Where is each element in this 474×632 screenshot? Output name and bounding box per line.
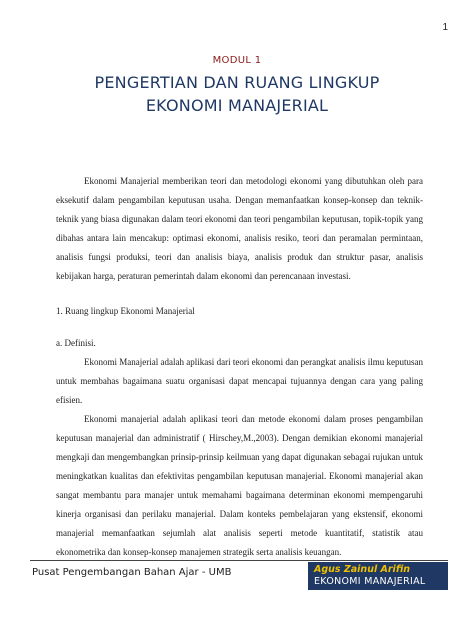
intro-paragraph: Ekonomi Manajerial memberikan teori dan metodologi ekonomi yang dibutuhkan oleh para eksekutif dalam pengambilan keputusan usaha. Dengan memanfaatkan konsep-konsep dan teknik-teknik yang biasa digunakan dalam teori ekonomi dan teori pengambilan keputusan, topik-topik yang dibahas antara lain mencakup: optimasi ekonomi, analisis resiko, teori dan peramalan permintaan, analisis fungsi produksi, teori dan analisis biaya, analisis produk dan struktur pasar, analisis kebijakan harga, peraturan pemerintah dalam ekonomi dan perencanaan investasi. [56,176,423,281]
footer-author: Agus Zainul Arifin [314,564,411,575]
definition-block [56,334,423,562]
footer-publisher: Pusat Pengembangan Bahan Ajar - UMB [32,567,232,578]
module-label: MODUL 1 [212,55,262,66]
intro-block [56,172,423,286]
page-title-line-2: EKONOMI MANAJERIAL [145,96,329,115]
footer-author-box [308,562,448,590]
footer-divider [30,560,448,561]
page-title-line-1: PENGERTIAN DAN RUANG LINGKUP [94,73,380,92]
subsection-heading: a. Definisi. [56,338,96,348]
definition-paragraph-2: Ekonomi manajerial adalah aplikasi teori dan metode ekonomi dalam proses pengambilan keputusan manajerial dan administratif ( Hirschey,M.,2003). Dengan demikian ekonomi manajerial mengkaji dan mengembangkan prinsip-prinsip keilmuan yang dapat digunakan sebagai rujukan untuk meningkatkan kualitas dan efektivitas pengambilan keputusan manajerial. Ekonomi manajerial akan sangat membantu para manajer untuk memahami bagaimana determinan ekonomi mempengaruhi kinerja organisasi dan perilaku manajerial. Dalam konteks pembelajaran yang ekstensif, ekonomi manajerial memanfaatkan sejumlah alat analisis seperti metode kuantitatif, statistik atau ekonometrika dan konsep-konsep manajemen strategik serta analisis keuangan. [56,414,423,557]
page-number: 1 [442,22,448,33]
section-heading: 1. Ruang lingkup Ekonomi Manajerial [56,306,195,316]
footer-course: EKONOMI MANAJERIAL [314,576,426,587]
definition-paragraph-1: Ekonomi Manajerial adalah aplikasi dari teori ekonomi dan perangkat analisis ilmu keputusan untuk membahas bagaimana suatu organisasi dapat mencapai tujuannya dengan cara yang paling efisien. [56,357,423,405]
section-block [56,302,423,321]
